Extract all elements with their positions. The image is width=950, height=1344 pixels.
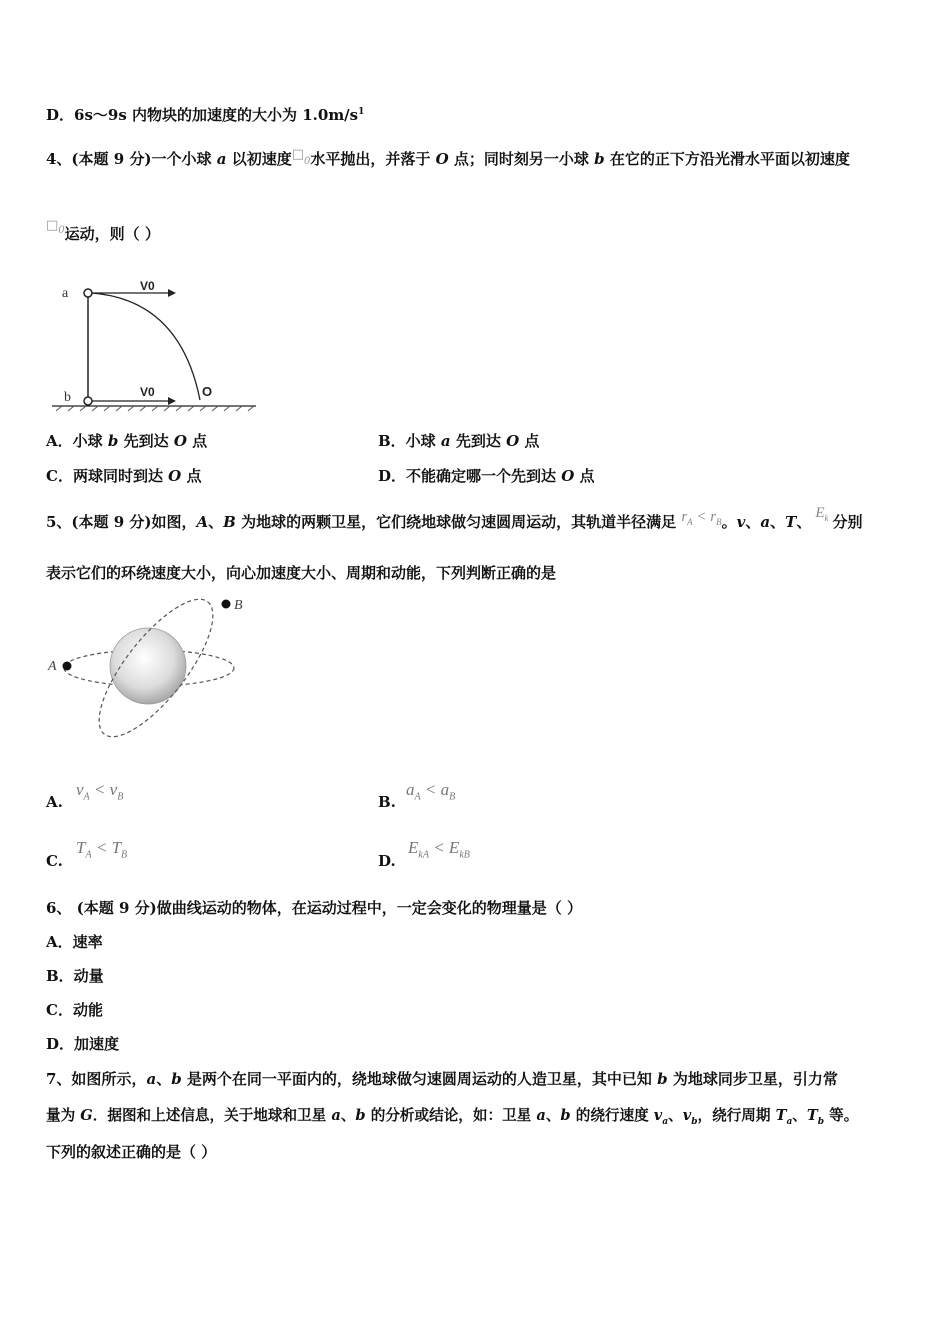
v0-symbol: □ [46, 218, 59, 233]
satellite-orbit-figure [44, 592, 244, 747]
q6-stem: 6、 (本题 9 分)做曲线运动的物体，在运动过程中，一定会变化的物理量是（ ） [46, 899, 582, 917]
ball-a [84, 289, 92, 297]
q5-stem-line2: 表示它们的环绕速度大小，向心加速度大小、周期和动能，下列判断正确的是 [46, 564, 557, 582]
q5-option-c-label[interactable]: C. [46, 852, 63, 870]
ground-hatching [56, 406, 254, 411]
label-o: O [202, 384, 213, 399]
q3-option-d-exponent: 1 [358, 107, 365, 117]
projectile-figure [50, 278, 260, 413]
q3-option-d [46, 102, 364, 125]
q5-option-b-label[interactable]: B. [378, 793, 396, 811]
radius-condition: $r_A < r_B$ [681, 509, 722, 527]
q5-option-d-formula: $E_{kA} < E_{kB}$ [408, 838, 470, 861]
arrow-head-icon [168, 289, 176, 297]
q4-option-a[interactable]: A．小球 b 先到达 O 点 [46, 432, 208, 450]
satellite-a [63, 662, 72, 671]
q4-option-c[interactable]: C．两球同时到达 O 点 [46, 467, 202, 485]
satellite-b [222, 600, 231, 609]
q4-stem-line1: 4、(本题 9 分)一个小球 a 以初速度□0水平抛出，并落于 O 点；同时刻另一小球 b 在它的正下方沿光滑水平面以初速度 [46, 147, 850, 168]
q5-option-d-label[interactable]: D. [378, 852, 396, 870]
q4-stem-line2: □$^0$运动，则（ ） [46, 218, 160, 243]
q7-stem-line2: 量为 G．据图和上述信息，关于地球和卫星 a、b 的分析或结论，如：卫星 a、b 的绕行速度 $v_a$、$v_b$，绕行周期 $T_a$、$T_b$ 等。 [46, 1107, 859, 1127]
q5-option-c-formula: $T_A < T_B$ [76, 838, 128, 861]
kinetic-energy-symbol: $E_k$ [815, 505, 829, 523]
q4-option-b[interactable]: B．小球 a 先到达 O 点 [378, 432, 540, 450]
q6-option-c[interactable]: C．动能 [46, 1001, 103, 1019]
arrow-head-icon [168, 397, 176, 405]
label-v0-top: V0 [140, 279, 155, 293]
q5-stem-line1: 5、(本题 9 分)如图，A、B 为地球的两颗卫星，它们绕地球做匀速圆周运动，其轨道半径满足 $r_A < r_B$。v、a、T、 $E_k$ 分别 [46, 505, 863, 531]
q4-option-d[interactable]: D．不能确定哪一个先到达 O 点 [378, 467, 595, 485]
q5-option-a-label[interactable]: A. [46, 793, 63, 811]
label-satellite-a: A [48, 659, 57, 674]
trajectory-curve [92, 293, 200, 400]
label-b: b [64, 390, 71, 405]
ball-b [84, 397, 92, 405]
q6-option-d[interactable]: D．加速度 [46, 1035, 120, 1053]
q5-option-b-formula: $a_A < a_B$ [406, 780, 456, 803]
q3-option-d-text: D．6s～9s 内物块的加速度的大小为 1.0m/s [46, 106, 359, 124]
label-a: a [62, 286, 69, 301]
q6-option-a[interactable]: A．速率 [46, 933, 103, 951]
v0-symbol: □ [291, 147, 305, 162]
q5-option-a-formula: $v_A < v_B$ [76, 780, 124, 803]
earth [110, 628, 186, 704]
label-satellite-b: B [234, 598, 243, 613]
q7-stem-line3: 下列的叙述正确的是（ ） [46, 1143, 217, 1161]
q6-option-b[interactable]: B．动量 [46, 967, 104, 985]
label-v0-bottom: V0 [140, 385, 155, 399]
q7-stem-line1: 7、如图所示，a、b 是两个在同一平面内的，绕地球做匀速圆周运动的人造卫星，其中已知 b 为地球同步卫星，引力常 [46, 1070, 838, 1088]
